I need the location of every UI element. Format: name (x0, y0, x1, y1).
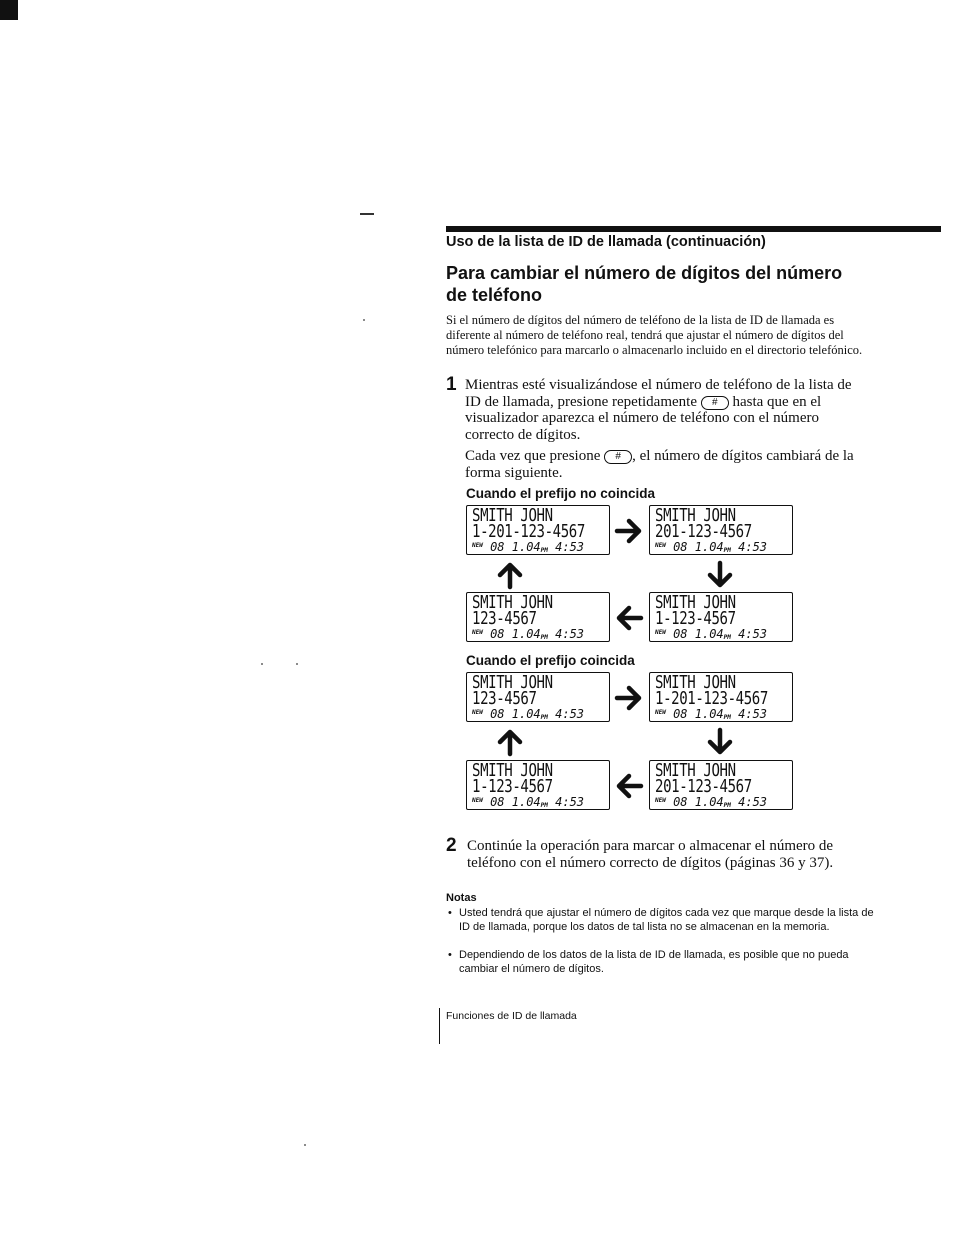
lcd-number: 1-123-4567 (472, 776, 553, 797)
lcd-status: $^{NEW}$ 08 1.04PM 4:53 (655, 540, 768, 554)
bullet-icon: • (448, 949, 452, 961)
step-1-text-before: Mientras esté visualizándose el número de teléfono de la lista de ID de llamada, presione repetidamente (465, 377, 852, 410)
arrow-right-icon (614, 683, 644, 713)
scan-dash (360, 213, 374, 215)
scan-edge-mark (0, 0, 18, 20)
step-1-subtext (465, 448, 860, 481)
lcd-display (466, 760, 610, 810)
arrow-down-icon (705, 727, 735, 757)
bullet-icon: • (448, 907, 452, 919)
scan-speck (363, 319, 365, 321)
lcd-number: 123-4567 (472, 608, 537, 629)
footer-divider (439, 1008, 440, 1044)
scan-speck (296, 663, 298, 665)
step-2-text: Continúe la operación para marcar o almacenar el número de teléfono con el número correcto de dígitos (páginas 36 y 37). (467, 838, 834, 871)
figure-2-caption: Cuando el prefijo coincida (466, 653, 635, 668)
notes-title: Notas (446, 892, 477, 904)
lcd-status: $^{NEW}$ 08 1.04PM 4:53 (655, 795, 768, 809)
lcd-number: 201-123-4567 (655, 776, 752, 797)
figure-1-caption: Cuando el prefijo no coincida (466, 486, 656, 501)
footer-text: Funciones de ID de llamada (446, 1010, 577, 1022)
arrow-left-icon (614, 771, 644, 801)
lcd-status: $^{NEW}$ 08 1.04PM 4:53 (472, 795, 585, 809)
arrow-up-icon (495, 727, 525, 757)
lcd-display (466, 505, 610, 555)
lcd-name: SMITH JOHN (472, 592, 553, 613)
subheading: Para cambiar el número de dígitos del número de teléfono (446, 263, 843, 305)
note-item (448, 906, 874, 934)
step-1-text-after: hasta que en el visualizador aparezca el número de teléfono con el número correcto de dígitos. (465, 393, 822, 443)
lcd-number: 1-201-123-4567 (472, 521, 585, 542)
lcd-display (649, 505, 793, 555)
note-item (448, 948, 874, 976)
arrow-down-icon (705, 560, 735, 590)
lcd-name: SMITH JOHN (655, 505, 736, 526)
arrow-right-icon (614, 516, 644, 546)
lcd-number: 1-201-123-4567 (655, 688, 768, 709)
scan-speck (261, 663, 263, 665)
lcd-display (466, 592, 610, 642)
step-1-sub-before: Cada vez que presione (465, 448, 601, 464)
lcd-name: SMITH JOHN (472, 672, 553, 693)
step-1-number: 1 (446, 374, 457, 395)
hash-key-icon: # (701, 396, 729, 410)
scan-speck (304, 1144, 306, 1146)
lcd-name: SMITH JOHN (655, 760, 736, 781)
section-header: Uso de la lista de ID de llamada (continuación) (446, 234, 766, 250)
lcd-name: SMITH JOHN (472, 760, 553, 781)
lcd-status: $^{NEW}$ 08 1.04PM 4:53 (655, 627, 768, 641)
lcd-status: $^{NEW}$ 08 1.04PM 4:53 (655, 707, 768, 721)
arrow-up-icon (495, 560, 525, 590)
lcd-number: 123-4567 (472, 688, 537, 709)
lcd-display (649, 592, 793, 642)
section-rule (446, 226, 941, 232)
intro-paragraph: Si el número de dígitos del número de teléfono de la lista de ID de llamada es diferente al número de teléfono real, tendrá que ajustar el número de dígitos del número telefónico para marcarlo o almacenarlo incluido en el directorio telefónico. (446, 313, 863, 358)
lcd-number: 1-123-4567 (655, 608, 736, 629)
step-2-number: 2 (446, 835, 457, 856)
note-text: Dependiendo de los datos de la lista de ID de llamada, es posible que no pueda cambiar el número de dígitos. (459, 949, 849, 975)
lcd-status: $^{NEW}$ 08 1.04PM 4:53 (472, 707, 585, 721)
note-text: Usted tendrá que ajustar el número de dígitos cada vez que marque desde la lista de ID de llamada, porque los datos de tal lista no se almacenan en la memoria. (459, 907, 874, 933)
step-1-sub-after: , el número de dígitos cambiará de la forma siguiente. (465, 448, 854, 481)
lcd-name: SMITH JOHN (655, 592, 736, 613)
hash-key-icon: # (604, 450, 632, 464)
lcd-display (649, 672, 793, 722)
arrow-left-icon (614, 603, 644, 633)
lcd-display (466, 672, 610, 722)
lcd-name: SMITH JOHN (655, 672, 736, 693)
lcd-name: SMITH JOHN (472, 505, 553, 526)
lcd-status: $^{NEW}$ 08 1.04PM 4:53 (472, 627, 585, 641)
step-1-text (465, 377, 860, 443)
lcd-number: 201-123-4567 (655, 521, 752, 542)
lcd-display (649, 760, 793, 810)
lcd-status: $^{NEW}$ 08 1.04PM 4:53 (472, 540, 585, 554)
